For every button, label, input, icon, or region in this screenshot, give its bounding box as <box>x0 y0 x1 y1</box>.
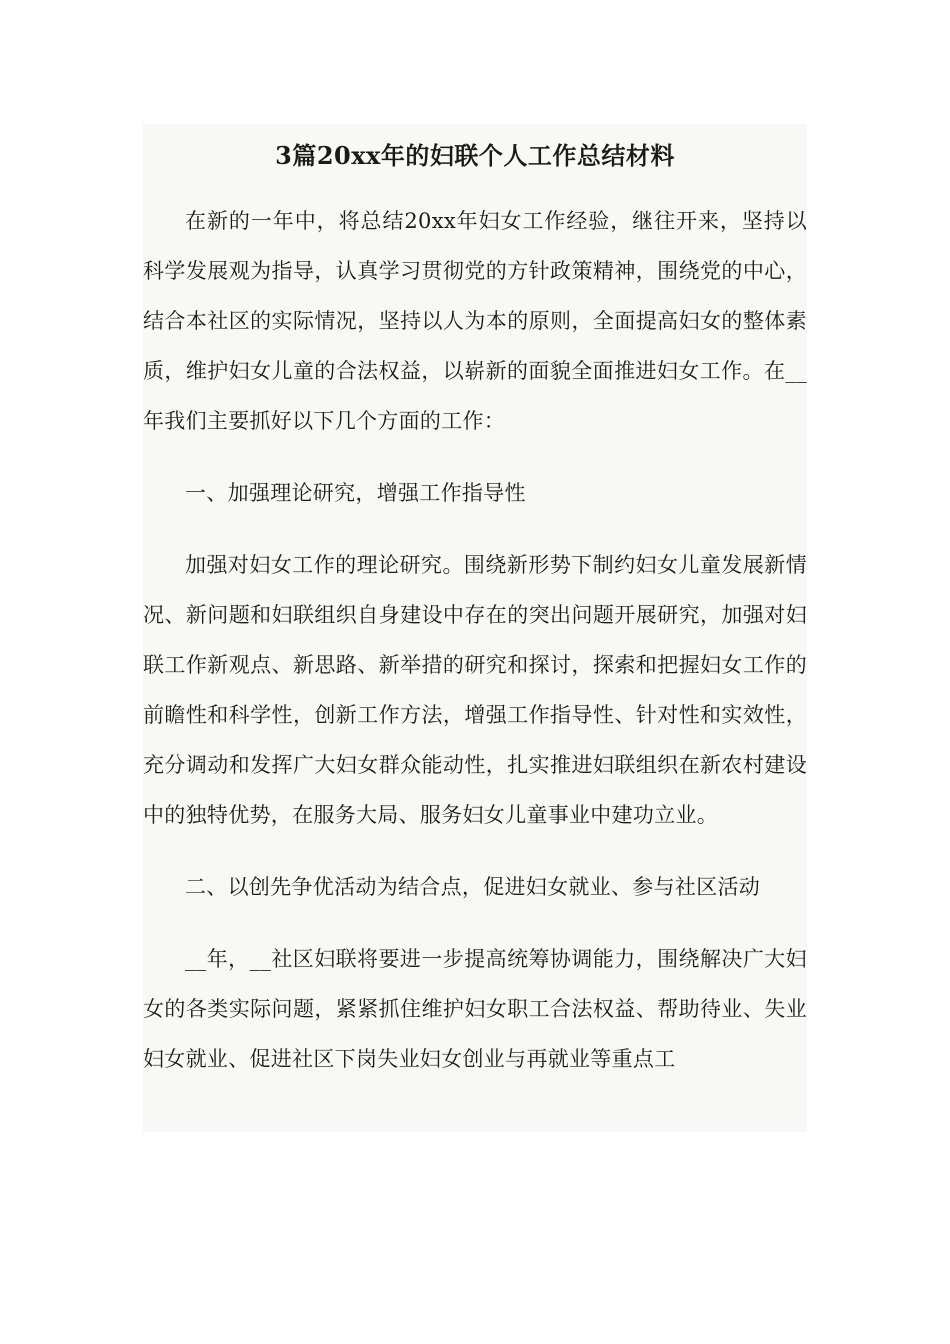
section-heading-1: 一、加强理论研究，增强工作指导性 <box>185 481 526 505</box>
document-title: 3篇20xx年的妇联个人工作总结材料 <box>275 141 675 170</box>
document-body <box>143 196 807 1084</box>
section-2-paragraph: __年，__社区妇联将要进一步提高统筹协调能力，围绕解决广大妇女的各类实际问题，紧紧抓住维护妇女职工合法权益、帮助待业、失业妇女就业、促进社区下岗失业妇女创业与再就业等重点工 <box>143 947 807 1071</box>
intro-paragraph: 在新的一年中，将总结20xx年妇女工作经验，继往开来，坚持以科学发展观为指导，认真学习贯彻党的方针政策精神，围绕党的中心，结合本社区的实际情况，坚持以人为本的原则，全面提高妇女的整体素质，维护妇女儿童的合法权益，以崭新的面貌全面推进妇女工作。在__年我们主要抓好以下几个方面的工作： <box>143 209 807 433</box>
section-heading-2: 二、以创先争优活动为结合点，促进妇女就业、参与社区活动 <box>185 875 761 899</box>
section-1-paragraph: 加强对妇女工作的理论研究。围绕新形势下制约妇女儿童发展新情况、新问题和妇联组织自身建设中存在的突出问题开展研究，加强对妇联工作新观点、新思路、新举措的研究和探讨，探索和把握妇女工作的前瞻性和科学性，创新工作方法，增强工作指导性、针对性和实效性，充分调动和发挥广大妇女群众能动性，扎实推进妇联组织在新农村建设中的独特优势，在服务大局、服务妇女儿童事业中建功立业。 <box>143 553 807 827</box>
document-page <box>143 124 807 1132</box>
